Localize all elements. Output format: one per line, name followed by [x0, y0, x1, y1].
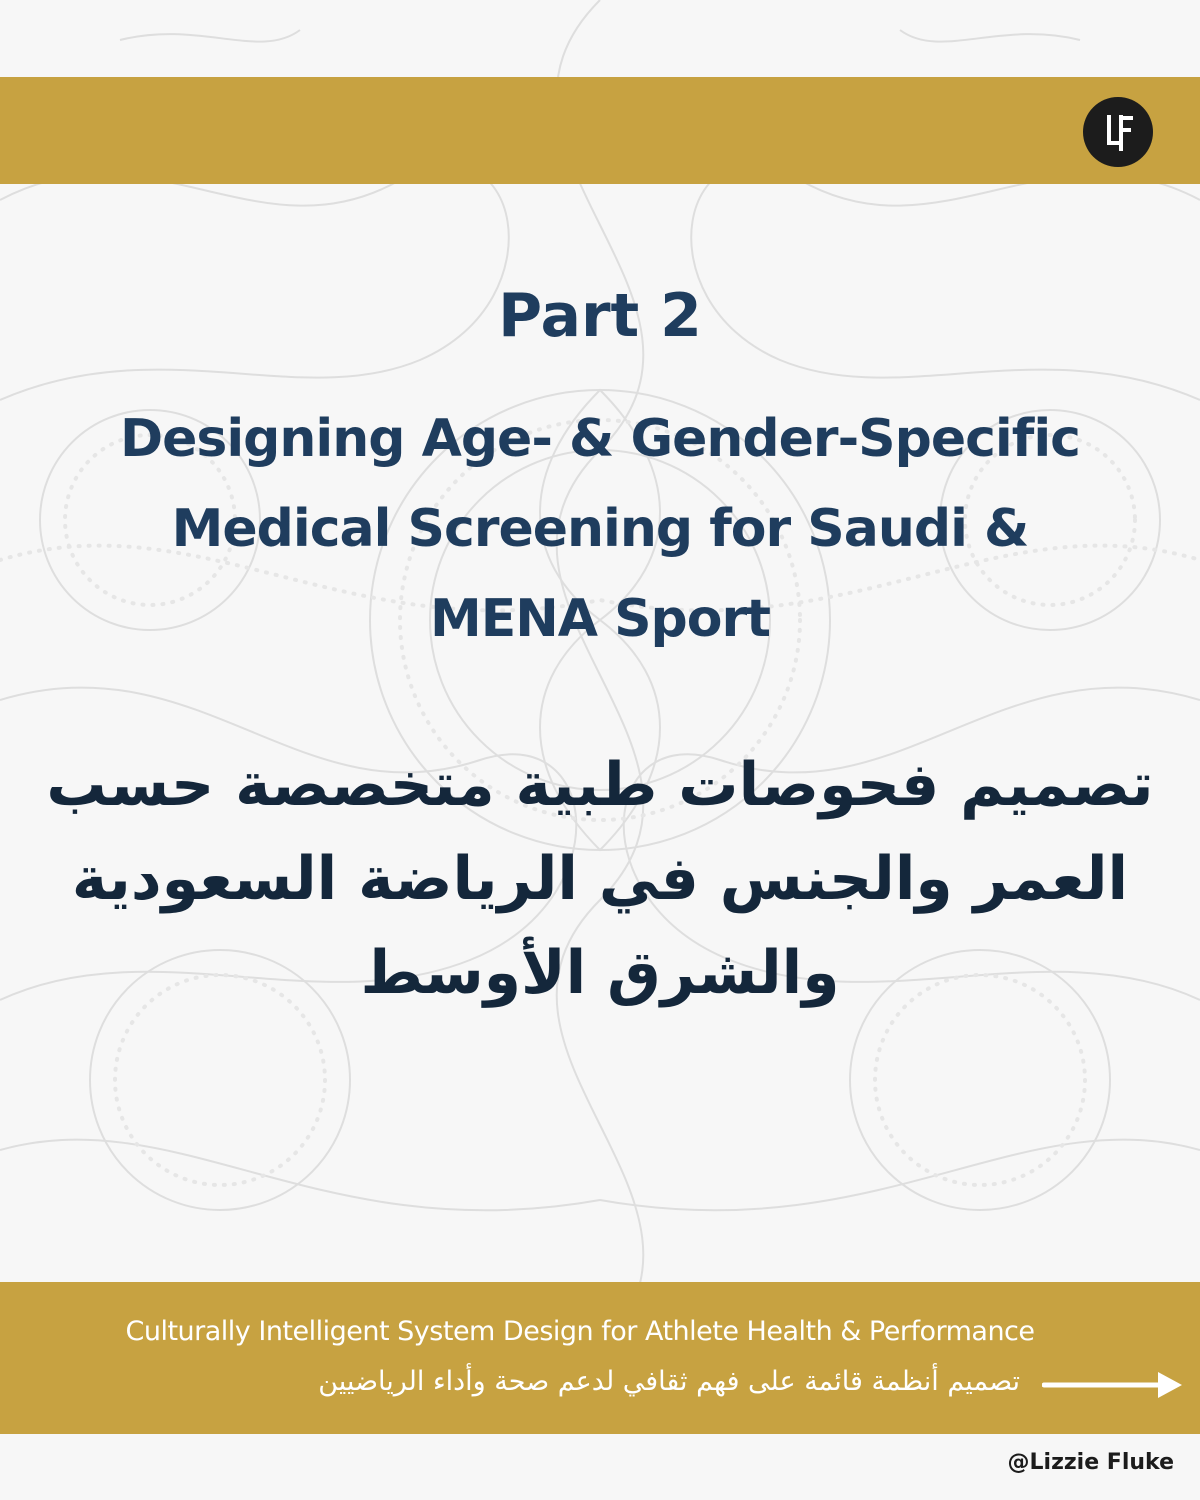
author-handle: @Lizzie Fluke	[1007, 1450, 1174, 1475]
arabic-title	[0, 738, 1200, 1020]
english-title	[0, 394, 1200, 664]
english-title-line: MENA Sport	[429, 589, 771, 649]
arrow-right-icon[interactable]	[1042, 1366, 1188, 1404]
part-label: Part 2	[498, 281, 702, 351]
arabic-title-line: العمر والجنس في الرياضة السعودية	[71, 844, 1129, 914]
english-title-line: Designing Age- & Gender-Specific	[119, 409, 1081, 469]
tagline-english: Culturally Intelligent System Design for Athlete Health & Performance	[125, 1316, 1035, 1347]
tagline-arabic: تصميم أنظمة قائمة على فهم ثقافي لدعم صحة وأداء الرياضيين	[318, 1366, 1020, 1397]
english-title-line: Medical Screening for Saudi &	[171, 499, 1029, 559]
arabic-title-line: تصميم فحوصات طبية متخصصة حسب	[46, 750, 1154, 820]
arabic-title-line: والشرق الأوسط	[360, 938, 840, 1008]
